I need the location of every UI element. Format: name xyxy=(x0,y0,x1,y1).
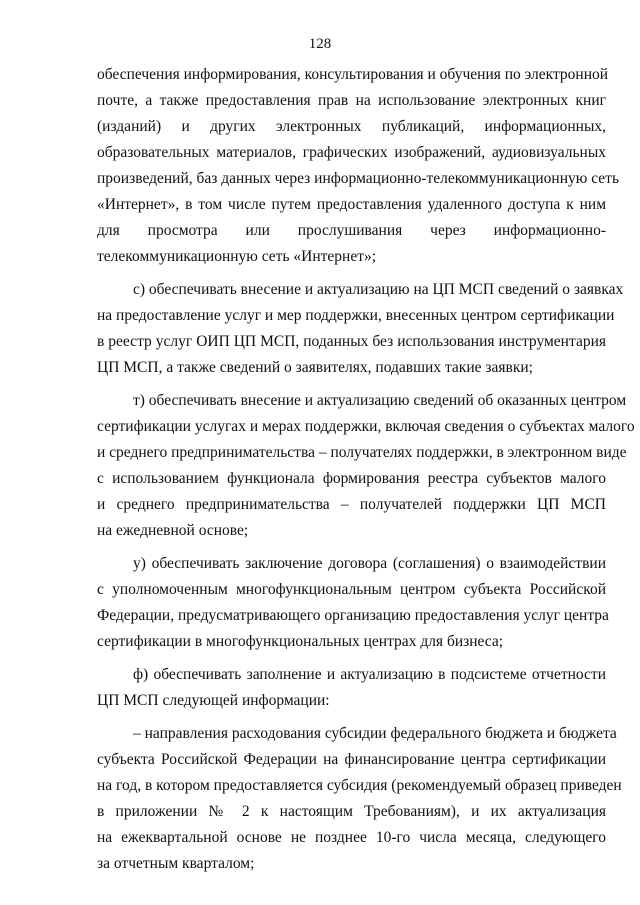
text-line: сертификации в многофункциональных центрах для бизнеса; xyxy=(97,633,504,650)
paragraph-item-u xyxy=(97,551,609,655)
text-line: произведений, баз данных через информационно-телекоммуникационную сеть xyxy=(97,170,620,187)
paragraph-item-t xyxy=(97,388,635,544)
text-line: почте, а также предоставления прав на использование электронных книг xyxy=(97,92,606,109)
text-line: на ежеквартальной основе не позднее 10-го числа месяца, следующего xyxy=(97,829,606,846)
text-line: телекоммуникационную сеть «Интернет»; xyxy=(97,248,377,265)
text-line: на ежедневной основе; xyxy=(97,522,249,539)
text-line: образовательных материалов, графических изображений, аудиовизуальных xyxy=(97,144,606,161)
text-line: ЦП МСП, а также сведений о заявителях, подавших такие заявки; xyxy=(97,359,533,376)
text-line: и среднего предпринимательства – получателей поддержки ЦП МСП xyxy=(97,496,606,513)
paragraph-item-f xyxy=(97,662,606,714)
text-line: ЦП МСП следующей информации: xyxy=(97,692,330,709)
paragraph-item-s xyxy=(97,277,624,381)
text-line: с) обеспечивать внесение и актуализацию на ЦП МСП сведений о заявках xyxy=(133,281,624,298)
text-line: в реестр услуг ОИП ЦП МСП, поданных без использования инструментария xyxy=(97,333,606,350)
text-line: «Интернет», в том числе путем предоставления удаленного доступа к ним xyxy=(97,196,606,213)
text-line: (изданий) и других электронных публикаций, информационных, xyxy=(97,118,606,135)
text-line: для просмотра или прослушивания через информационно- xyxy=(97,222,606,239)
text-line: и среднего предпринимательства – получателях поддержки, в электронном виде xyxy=(97,444,627,461)
text-line: на год, в котором предоставляется субсидия (рекомендуемый образец приведен xyxy=(97,777,622,794)
text-line: в приложении № 2 к настоящим Требованиям), и их актуализация xyxy=(97,803,606,820)
text-line: – направления расходования субсидии федерального бюджета и бюджета xyxy=(133,725,617,742)
document-body xyxy=(97,62,635,877)
paragraph-dash-item xyxy=(97,721,622,877)
text-line: сертификации услугах и мерах поддержки, включая сведения о субъектах малого xyxy=(97,418,635,435)
page-number: 128 xyxy=(308,36,332,52)
text-line: на предоставление услуг и мер поддержки, внесенных центром сертификации xyxy=(97,307,615,324)
text-line: ф) обеспечивать заполнение и актуализацию в подсистеме отчетности xyxy=(133,666,606,683)
text-line: субъекта Российской Федерации на финансирование центра сертификации xyxy=(97,751,606,768)
text-line: т) обеспечивать внесение и актуализацию сведений об оказанных центром xyxy=(133,392,627,409)
text-line: обеспечения информирования, консультирования и обучения по электронной xyxy=(97,66,609,83)
text-line: с уполномоченным многофункциональным центром субъекта Российской xyxy=(97,581,606,598)
text-line: Федерации, предусматривающего организацию предоставления услуг центра xyxy=(97,607,609,624)
text-line: за отчетным кварталом; xyxy=(97,855,255,872)
paragraph-continuation xyxy=(97,62,620,270)
text-line: у) обеспечивать заключение договора (соглашения) о взаимодействии xyxy=(133,555,606,572)
text-line: с использованием функционала формирования реестра субъектов малого xyxy=(97,470,606,487)
